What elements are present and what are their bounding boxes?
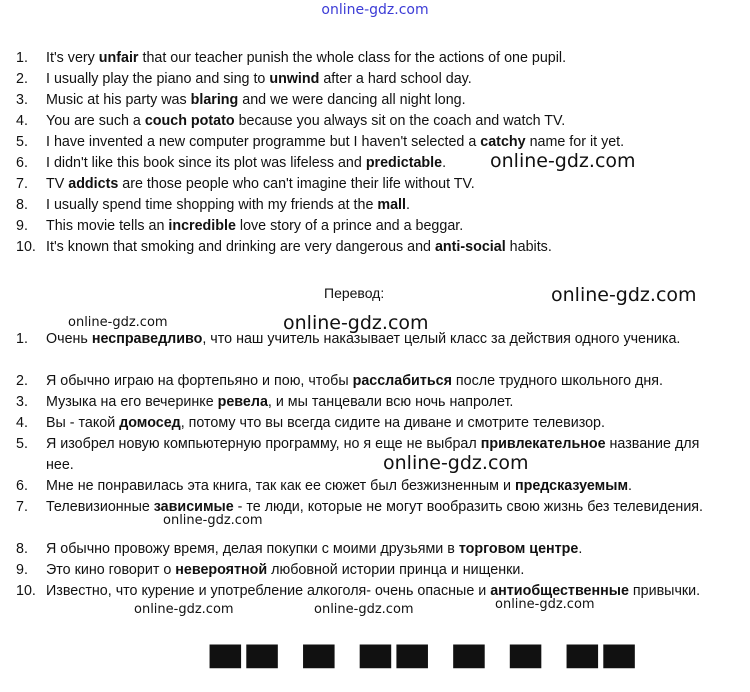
watermark: online-gdz.com [551,284,697,306]
watermark: online-gdz.com [134,602,234,617]
cut-off-heading: ▀▀ ▀ ▀▀ ▀ ▀ ▀▀ [210,646,641,692]
watermark-top: online-gdz.com [321,2,429,18]
watermark: online-gdz.com [495,597,595,612]
watermark: online-gdz.com [283,312,429,334]
watermark: online-gdz.com [383,452,529,474]
watermark: online-gdz.com [314,602,414,617]
translation-heading: Перевод: [324,285,385,301]
watermark: online-gdz.com [68,315,168,330]
watermark: online-gdz.com [163,513,263,528]
watermark: online-gdz.com [490,150,636,172]
